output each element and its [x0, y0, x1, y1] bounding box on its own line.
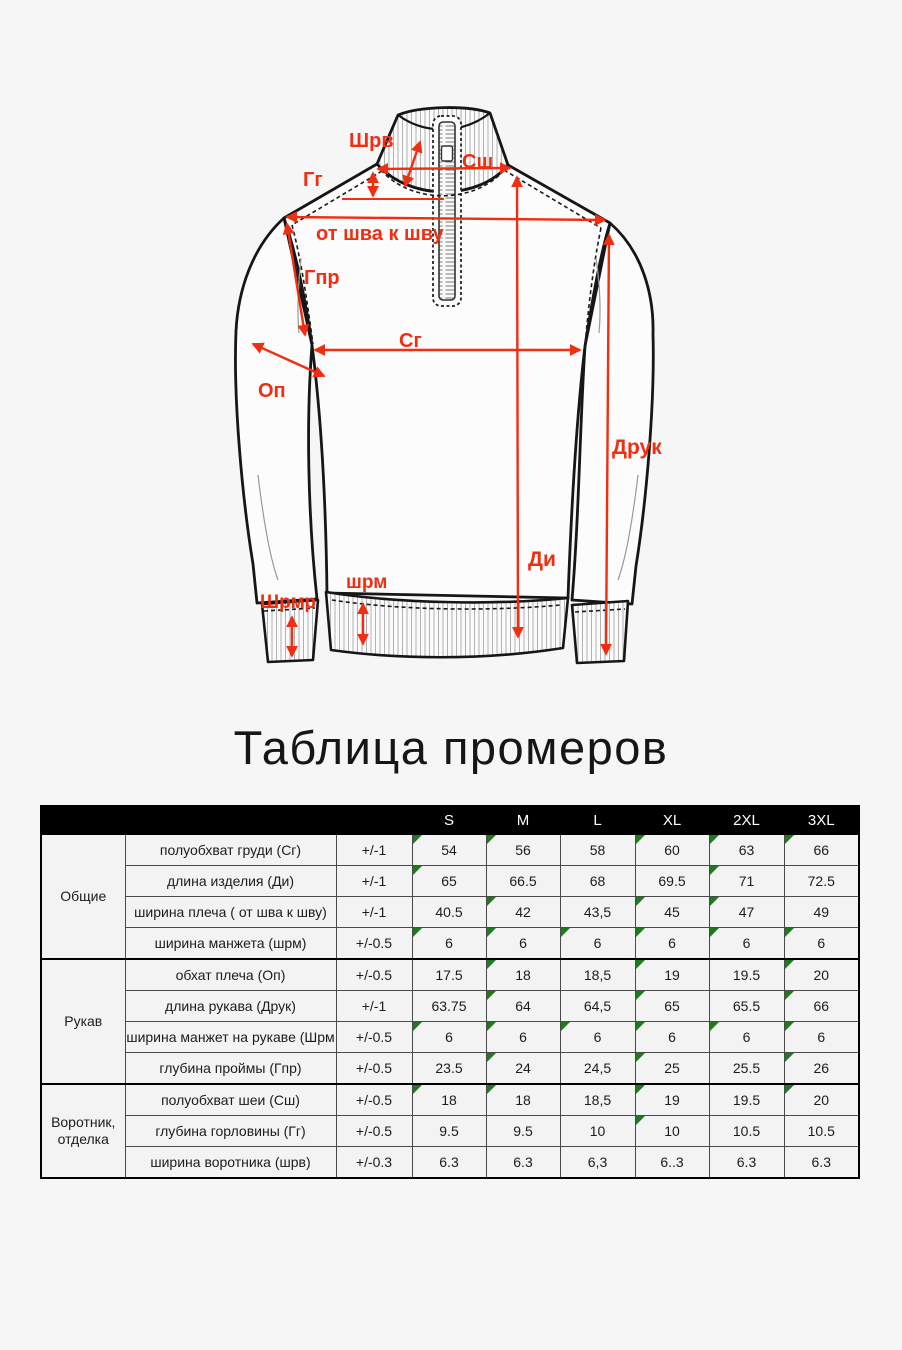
value-cell: 54 — [412, 834, 486, 866]
table-row — [41, 1084, 859, 1116]
tolerance-cell: +/-1 — [336, 866, 412, 897]
value-cell: 6 — [486, 928, 560, 960]
row-label: длина рукава (Друк) — [125, 991, 336, 1022]
group-cell-obshchie: Общие — [41, 834, 125, 959]
right-cuff — [572, 601, 628, 663]
value-cell: 6 — [412, 928, 486, 960]
value-cell: 6 — [784, 1022, 859, 1053]
table-row — [41, 897, 859, 928]
table-row — [41, 1116, 859, 1147]
measurements-table — [40, 805, 860, 1179]
measure-label-op: Оп — [258, 380, 286, 402]
value-cell: 17.5 — [412, 959, 486, 991]
table-row — [41, 1022, 859, 1053]
tolerance-cell: +/-0.5 — [336, 1053, 412, 1085]
value-cell: 6 — [560, 1022, 635, 1053]
tolerance-cell: +/-0.5 — [336, 1084, 412, 1116]
value-cell: 20 — [784, 1084, 859, 1116]
value-cell: 23.5 — [412, 1053, 486, 1085]
table-row — [41, 1147, 859, 1179]
value-cell: 18,5 — [560, 959, 635, 991]
value-cell: 18 — [486, 959, 560, 991]
value-cell: 6,3 — [560, 1147, 635, 1179]
value-cell: 58 — [560, 834, 635, 866]
page-title: Таблица промеров — [233, 721, 669, 774]
size-header-3xl: 3XL — [784, 806, 859, 834]
value-cell: 64 — [486, 991, 560, 1022]
value-cell: 10 — [560, 1116, 635, 1147]
measure-label-seam-to-seam: от шва к шву — [316, 223, 444, 245]
value-cell: 9.5 — [486, 1116, 560, 1147]
group-cell-vorotnik: Воротник, отделка — [41, 1084, 125, 1178]
value-cell: 6 — [560, 928, 635, 960]
row-label: ширина манжет на рукаве (Шрм — [125, 1022, 336, 1053]
value-cell: 65 — [412, 866, 486, 897]
value-cell: 40.5 — [412, 897, 486, 928]
value-cell: 72.5 — [784, 866, 859, 897]
value-cell: 25.5 — [709, 1053, 784, 1085]
row-label: глубина проймы (Гпр) — [125, 1053, 336, 1085]
value-cell: 26 — [784, 1053, 859, 1085]
value-cell: 6.3 — [709, 1147, 784, 1179]
tolerance-cell: +/-1 — [336, 897, 412, 928]
value-cell: 19.5 — [709, 1084, 784, 1116]
value-cell: 19.5 — [709, 959, 784, 991]
size-header-2xl: 2XL — [709, 806, 784, 834]
table-row — [41, 991, 859, 1022]
measure-label-gpr: Гпр — [304, 267, 340, 289]
table-corner — [41, 806, 412, 834]
value-cell: 6..3 — [635, 1147, 709, 1179]
table-row — [41, 1053, 859, 1085]
tolerance-cell: +/-0.5 — [336, 928, 412, 960]
measure-label-shrmr: Шрмр — [260, 592, 317, 613]
value-cell: 6.3 — [486, 1147, 560, 1179]
row-label: ширина манжета (шрм) — [125, 928, 336, 960]
value-cell: 10.5 — [784, 1116, 859, 1147]
value-cell: 6 — [635, 928, 709, 960]
row-label: глубина горловины (Гг) — [125, 1116, 336, 1147]
value-cell: 65 — [635, 991, 709, 1022]
tolerance-cell: +/-1 — [336, 834, 412, 866]
row-label: обхат плеча (Оп) — [125, 959, 336, 991]
tolerance-cell: +/-0.3 — [336, 1147, 412, 1179]
measure-label-di: Ди — [528, 548, 556, 571]
value-cell: 10 — [635, 1116, 709, 1147]
value-cell: 6 — [784, 928, 859, 960]
value-cell: 18,5 — [560, 1084, 635, 1116]
value-cell: 60 — [635, 834, 709, 866]
value-cell: 63.75 — [412, 991, 486, 1022]
row-label: длина изделия (Ди) — [125, 866, 336, 897]
value-cell: 64,5 — [560, 991, 635, 1022]
value-cell: 20 — [784, 959, 859, 991]
value-cell: 69.5 — [635, 866, 709, 897]
table-row — [41, 928, 859, 960]
value-cell: 45 — [635, 897, 709, 928]
value-cell: 6 — [709, 1022, 784, 1053]
value-cell: 66 — [784, 991, 859, 1022]
table-row — [41, 834, 859, 866]
value-cell: 6 — [709, 928, 784, 960]
value-cell: 9.5 — [412, 1116, 486, 1147]
tolerance-cell: +/-0.5 — [336, 1022, 412, 1053]
value-cell: 66 — [784, 834, 859, 866]
value-cell: 56 — [486, 834, 560, 866]
row-label: полуобхват груди (Сг) — [125, 834, 336, 866]
measure-label-ssh: Сш — [462, 151, 494, 173]
value-cell: 49 — [784, 897, 859, 928]
value-cell: 24,5 — [560, 1053, 635, 1085]
measure-label-shrv: Шрв — [349, 130, 394, 152]
value-cell: 6 — [486, 1022, 560, 1053]
value-cell: 63 — [709, 834, 784, 866]
value-cell: 6 — [412, 1022, 486, 1053]
measure-label-sg: Сг — [399, 330, 422, 352]
value-cell: 24 — [486, 1053, 560, 1085]
table-row — [41, 959, 859, 991]
size-header-m: M — [486, 806, 560, 834]
value-cell: 19 — [635, 1084, 709, 1116]
value-cell: 6.3 — [784, 1147, 859, 1179]
tolerance-cell: +/-0.5 — [336, 959, 412, 991]
value-cell: 71 — [709, 866, 784, 897]
value-cell: 18 — [486, 1084, 560, 1116]
value-cell: 66.5 — [486, 866, 560, 897]
row-label: ширина воротника (шрв) — [125, 1147, 336, 1179]
value-cell: 68 — [560, 866, 635, 897]
measure-label-druk: Друк — [612, 436, 662, 459]
value-cell: 42 — [486, 897, 560, 928]
table-row — [41, 866, 859, 897]
value-cell: 65.5 — [709, 991, 784, 1022]
value-cell: 25 — [635, 1053, 709, 1085]
value-cell: 19 — [635, 959, 709, 991]
zipper-pull — [442, 146, 453, 161]
zipper — [433, 116, 461, 306]
row-label: полуобхват шеи (Сш) — [125, 1084, 336, 1116]
value-cell: 47 — [709, 897, 784, 928]
measure-label-gg: Гг — [303, 169, 323, 191]
size-header-l: L — [560, 806, 635, 834]
value-cell: 10.5 — [709, 1116, 784, 1147]
group-cell-rukav: Рукав — [41, 959, 125, 1084]
measure-label-shrm: шрм — [346, 572, 388, 593]
size-header-row — [41, 806, 859, 834]
size-header-s: S — [412, 806, 486, 834]
size-header-xl: XL — [635, 806, 709, 834]
row-label: ширина плеча ( от шва к шву) — [125, 897, 336, 928]
tolerance-cell: +/-1 — [336, 991, 412, 1022]
value-cell: 6.3 — [412, 1147, 486, 1179]
value-cell: 18 — [412, 1084, 486, 1116]
value-cell: 43,5 — [560, 897, 635, 928]
arrow-di — [517, 177, 518, 637]
value-cell: 6 — [635, 1022, 709, 1053]
tolerance-cell: +/-0.5 — [336, 1116, 412, 1147]
